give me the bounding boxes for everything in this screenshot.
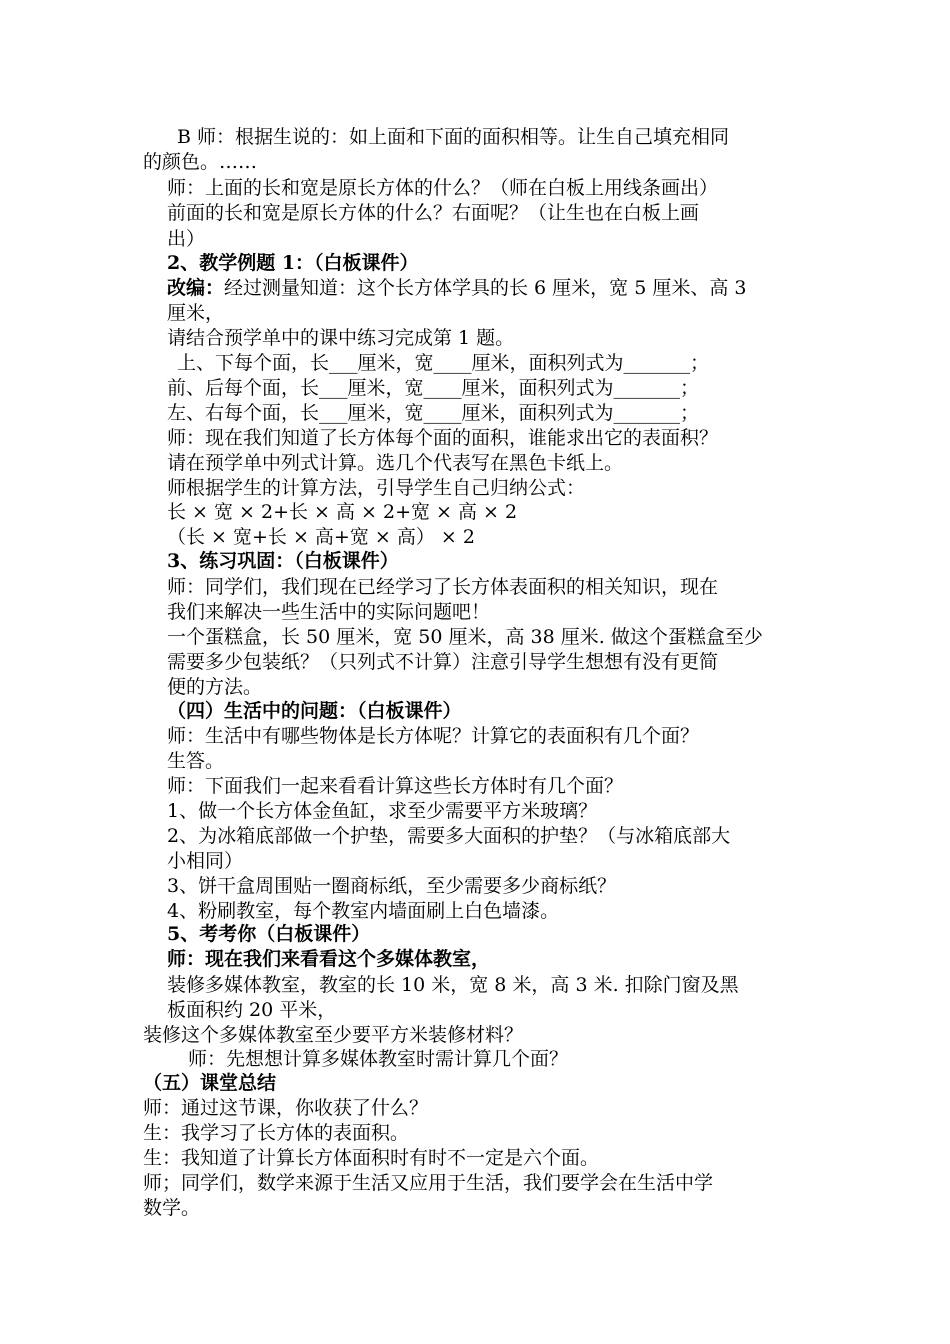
section-heading: 2、教学例题 1：（白板课件）	[167, 252, 419, 274]
text-line: 1、做一个长方体金鱼缸，求至少需要平方米玻璃？	[167, 800, 598, 822]
formula-line: （长 × 宽+长 × 高+宽 × 高） × 2	[167, 526, 475, 548]
section-heading: （四）生活中的问题：（白板课件）	[167, 700, 462, 722]
text-line: 我们来解决一些生活中的实际问题吧！	[167, 601, 491, 623]
text-line-bold: 师：现在我们来看看这个多媒体教室，	[167, 948, 491, 970]
text-line: 需要多少包装纸？（只列式不计算）注意引导学生想想有没有更简	[167, 651, 719, 673]
text-line: 一个蛋糕盒，长 50 厘米，宽 50 厘米，高 38 厘米. 做这个蛋糕盒至少	[167, 626, 763, 648]
text-line: 师；同学们，数学来源于生活又应用于生活，我们要学会在生活中学	[143, 1172, 714, 1194]
text-line: 板面积约 20 平米，	[167, 999, 337, 1021]
text-line: 师：下面我们一起来看看计算这些长方体时有几个面？	[167, 775, 624, 797]
text-line: 4、粉刷教室，每个教室内墙面刷上白色墙漆。	[167, 900, 560, 922]
text-line: 师：同学们，我们现在已经学习了长方体表面积的相关知识，现在	[167, 576, 719, 598]
text-line: 数学。	[143, 1197, 201, 1219]
text-line: 生：我学习了长方体的表面积。	[143, 1122, 410, 1144]
text-line: 师：现在我们知道了长方体每个面的面积，谁能求出它的表面积？	[167, 427, 719, 449]
text-line: 小相同）	[167, 850, 244, 872]
text-line: 厘米，	[167, 302, 225, 324]
text-line: 左、右每个面，长___厘米，宽____厘米，面积列式为_______；	[167, 402, 700, 424]
text-line: 的颜色。……	[143, 151, 258, 173]
text-line: 请在预学单中列式计算。选几个代表写在黑色卡纸上。	[167, 452, 624, 474]
text-line: 前、后每个面，长___厘米，宽____厘米，面积列式为_______；	[167, 377, 700, 399]
text-line: 前面的长和宽是原长方体的什么？右面呢？（让生也在白板上画	[167, 202, 700, 224]
section-heading: 5、考考你（白板课件）	[167, 923, 371, 945]
text-line: 请结合预学单中的课中练习完成第 1 题。	[167, 327, 515, 349]
text-line: 师：生活中有哪些物体是长方体呢？计算它的表面积有几个面？	[167, 725, 700, 747]
text-span: 经过测量知道：这个长方体学具的长 6 厘米，宽 5 厘米、高 3	[224, 277, 747, 299]
text-line: 师根据学生的计算方法，引导学生自己归纳公式：	[167, 477, 586, 499]
text-line: 师：通过这节课，你收获了什么？	[143, 1097, 429, 1119]
text-line: 师：上面的长和宽是原长方体的什么？（师在白板上用线条画出）	[167, 177, 719, 199]
text-line: 3、饼干盒周围贴一圈商标纸，至少需要多少商标纸？	[167, 875, 617, 897]
text-line: 生：我知道了计算长方体面积时有时不一定是六个面。	[143, 1147, 600, 1169]
section-heading: （五）课堂总结	[143, 1072, 277, 1094]
text-line: 师：先想想计算多媒体教室时需计算几个面？	[188, 1048, 569, 1070]
text-line: B 师：根据生说的：如上面和下面的面积相等。让生自己填充相同	[177, 126, 730, 148]
formula-line: 长 × 宽 × 2+长 × 高 × 2+宽 × 高 × 2	[167, 501, 518, 523]
text-line: 装修多媒体教室，教室的长 10 米，宽 8 米，高 3 米. 扣除门窗及黑	[167, 974, 739, 996]
text-line	[167, 276, 746, 300]
text-line: 便的方法。	[167, 676, 263, 698]
section-heading: 3、练习巩固：（白板课件）	[167, 550, 399, 572]
text-line: 装修这个多媒体教室至少要平方米装修材料？	[143, 1024, 524, 1046]
text-line: 生答。	[167, 750, 225, 772]
text-line: 2、为冰箱底部做一个护垫，需要多大面积的护垫？（与冰箱底部大	[167, 825, 731, 847]
text-line: 上、下每个面，长___厘米，宽____厘米，面积列式为_______；	[177, 352, 710, 374]
label-bold: 改编：	[167, 277, 225, 299]
text-line: 出）	[167, 228, 206, 250]
